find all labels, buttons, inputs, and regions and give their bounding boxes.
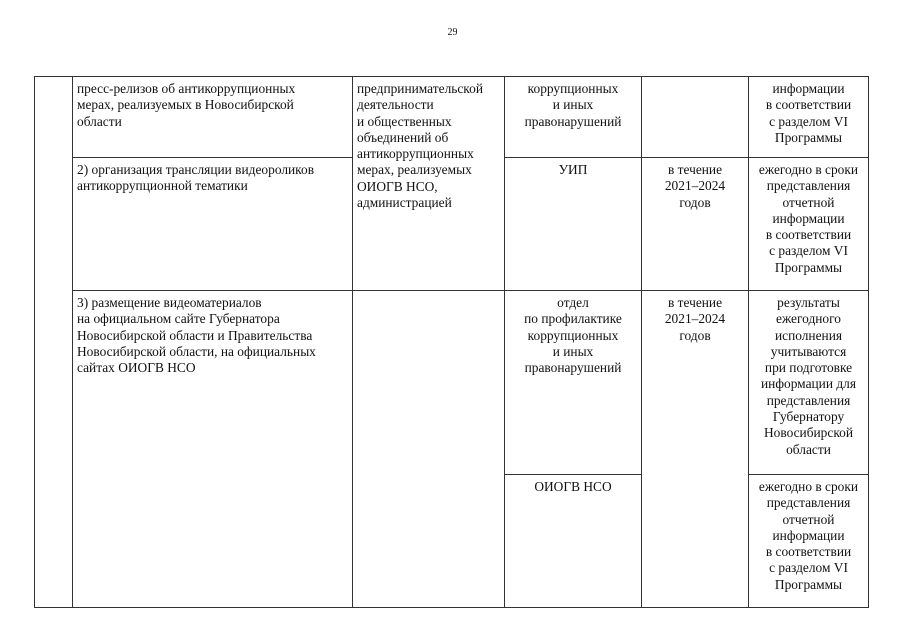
activity-cell [73, 77, 353, 158]
result-text: ежегодно в сроки представления отчетной информации в соответствии с разделом VI Программы [758, 479, 859, 592]
term-cell [642, 291, 749, 608]
executor-text: коррупционных и иных правонарушений [524, 81, 622, 129]
measures-table [34, 76, 869, 608]
term-text: в течение 2021–2024 годов [664, 162, 726, 210]
executor-text: УИП [558, 162, 588, 177]
result-cell [749, 475, 869, 608]
participants-cell [353, 77, 505, 291]
table-row [35, 77, 869, 158]
result-cell [749, 77, 869, 158]
participants-cell-empty [353, 291, 505, 608]
activity-text: 2) организация трансляции видеороликов антикоррупционной тематики [77, 162, 315, 194]
executor-cell [505, 158, 642, 291]
table-row [35, 291, 869, 475]
executor-text: отдел по профилактике коррупционных и иных правонарушений [524, 295, 622, 376]
activity-cell [73, 291, 353, 608]
executor-cell [505, 77, 642, 158]
activity-text: пресс-релизов об антикоррупционных мерах, реализуемых в Новосибирской области [77, 81, 296, 129]
activity-cell [73, 158, 353, 291]
executor-text: ОИОГВ НСО [534, 479, 612, 494]
page-number: 29 [447, 27, 458, 38]
result-text: ежегодно в сроки представления отчетной информации в соответствии с разделом VI Программы [758, 162, 859, 275]
term-text: в течение 2021–2024 годов [664, 295, 726, 343]
result-text: информации в соответствии с разделом VI Программы [765, 81, 852, 145]
term-cell [642, 77, 749, 158]
result-cell [749, 158, 869, 291]
executor-cell [505, 475, 642, 608]
result-cell [749, 291, 869, 475]
result-text: результаты ежегодного исполнения учитываются при подготовке информации для представления Губернатору Новосибирской области [760, 295, 857, 457]
term-cell [642, 158, 749, 291]
participants-text: предпринимательской деятельности и общественных объединений об антикоррупционных мерах, реализуемых ОИОГВ НСО, администрацией [357, 81, 483, 211]
number-column-cell [35, 77, 73, 608]
executor-cell [505, 291, 642, 475]
activity-text: 3) размещение видеоматериалов на официальном сайте Губернатора Новосибирской области и Правительства Новосибирской области, на официальных сайтах ОИОГВ НСО [77, 295, 316, 376]
